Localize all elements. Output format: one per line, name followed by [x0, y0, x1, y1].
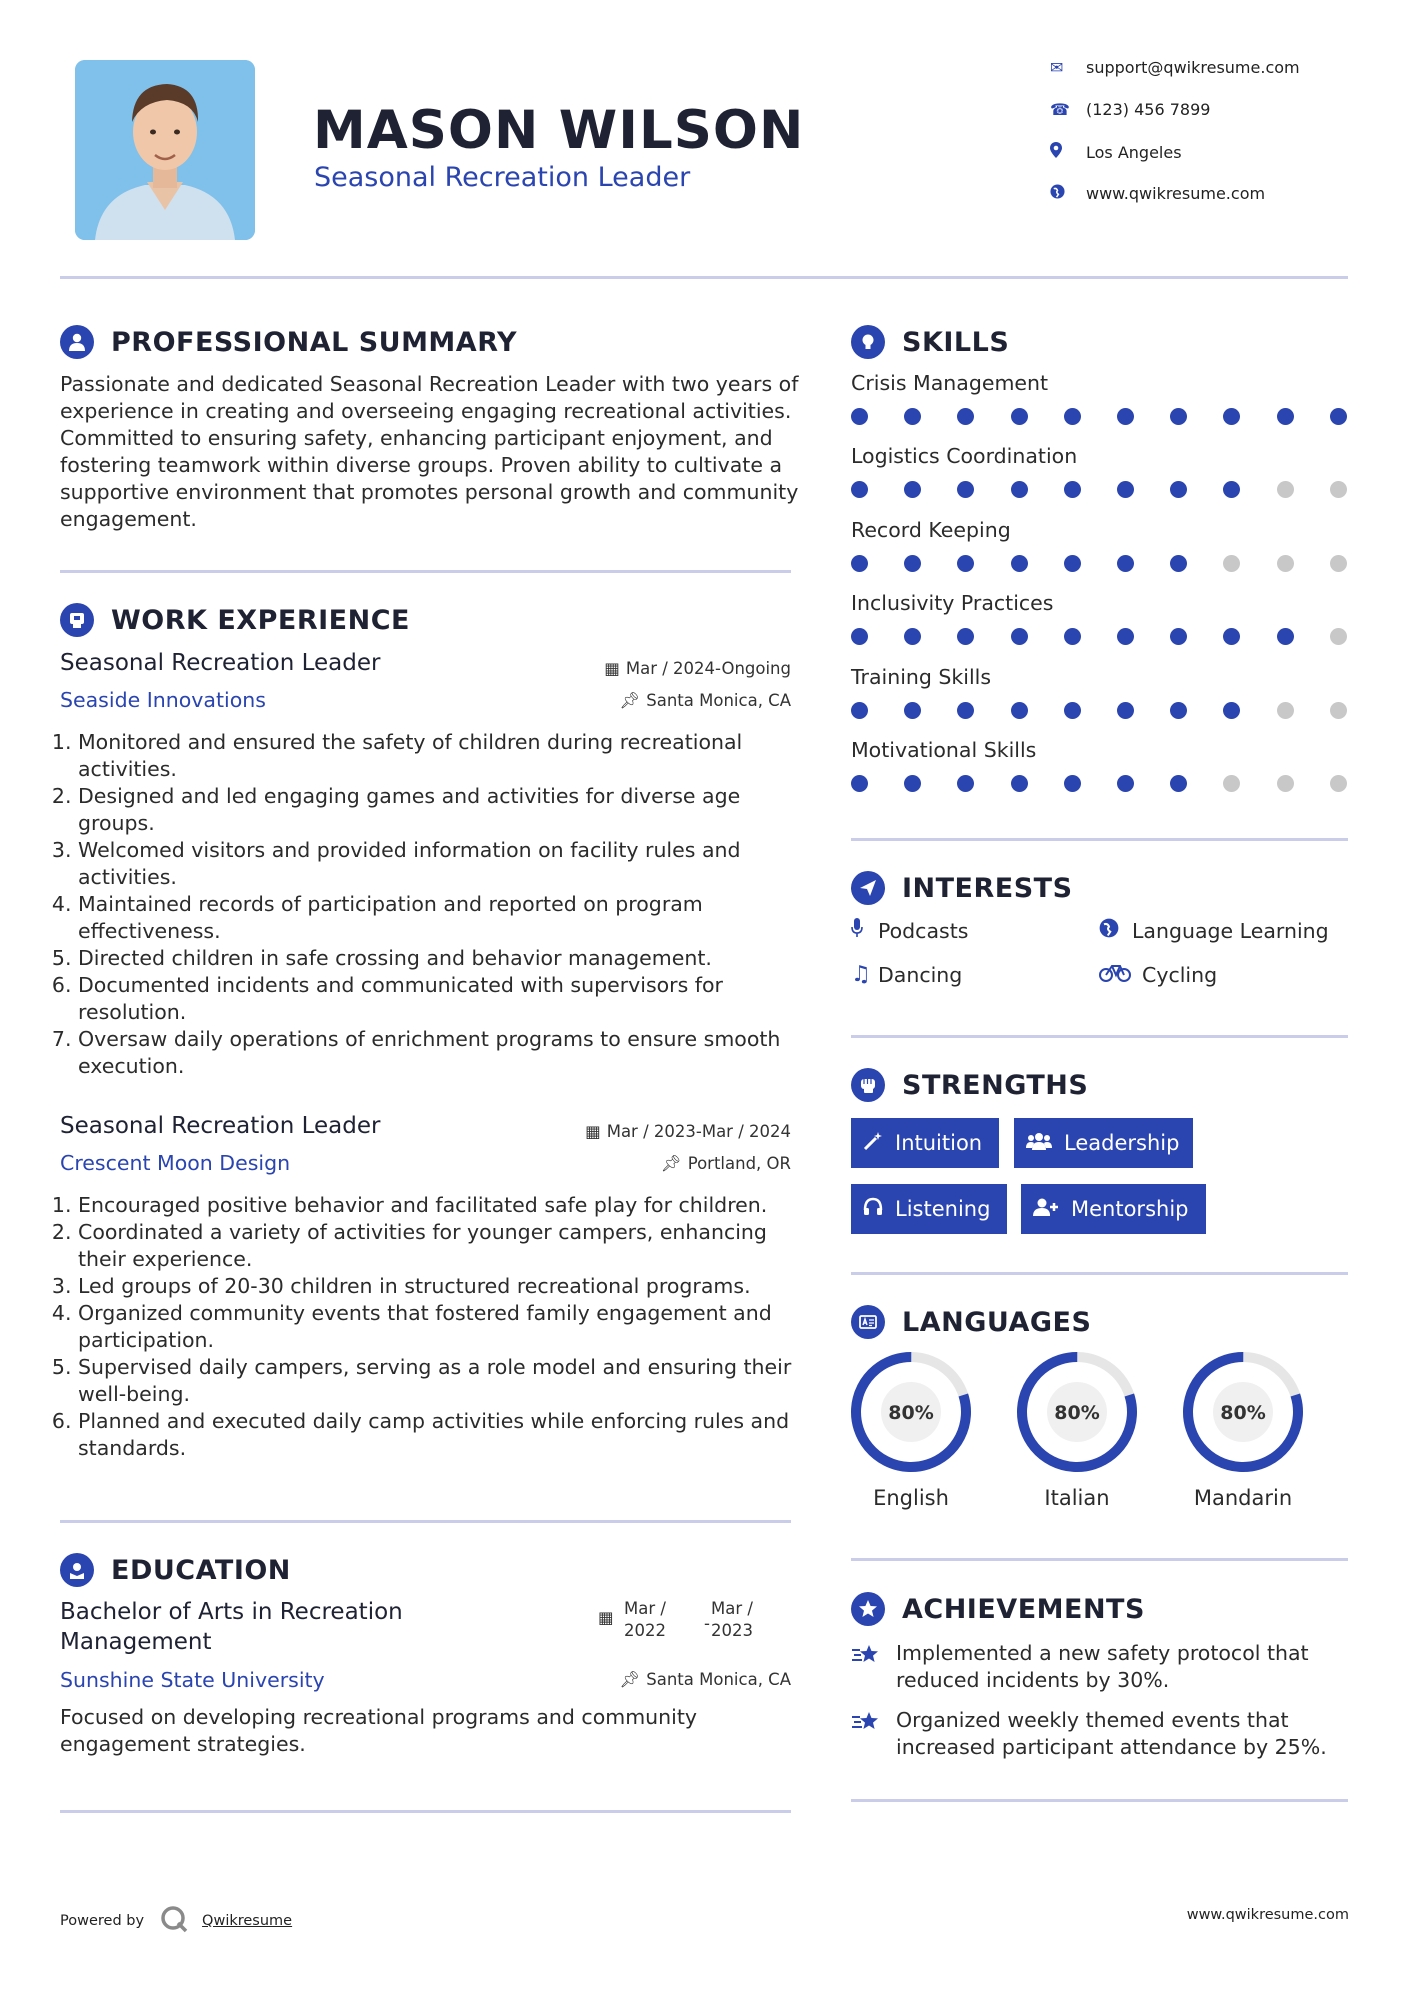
pushpin-icon: 📌︎: [660, 1154, 682, 1173]
skill-dot-filled: [851, 481, 868, 498]
achievements-divider: [851, 1799, 1348, 1802]
strength-leadership: [1014, 1118, 1193, 1168]
education-title: EDUCATION: [111, 1554, 291, 1586]
skill-name: Inclusivity Practices: [851, 591, 1054, 616]
fist-icon: [851, 1068, 885, 1102]
experience-heading: [60, 603, 410, 637]
shooting-star-icon: [851, 1642, 881, 1694]
contact-phone[interactable]: [1050, 100, 1210, 119]
skill-dot-empty: [1330, 775, 1347, 792]
envelope-icon: ✉: [1050, 58, 1064, 77]
education-school: Sunshine State University: [60, 1668, 325, 1692]
achievement-item-1: [851, 1640, 1341, 1694]
skill-name: Training Skills: [851, 664, 992, 689]
skill-dot-empty: [1223, 555, 1240, 572]
summary-text: Passionate and dedicated Seasonal Recreation Leader with two years of experience in creating and overseeing engaging recreational activities. Committed to ensuring safety, enhancing participant enjoyment, and fostering teamwork within diverse groups. Proven ability to cultivate a supportive environment that promotes personal growth and community engagement.: [60, 372, 799, 531]
language-icon: [851, 1305, 885, 1339]
skill-dot-filled: [1064, 775, 1081, 792]
skill-dot-filled: [1170, 408, 1187, 425]
language-item: [849, 1350, 973, 1478]
skill-dot-filled: [1117, 555, 1134, 572]
skill-dot-filled: [1117, 481, 1134, 498]
list-item: 5. Supervised daily campers, serving as a role model and ensuring their well-being.: [78, 1354, 818, 1408]
language-name: Mandarin: [1193, 1486, 1293, 1510]
experience-divider: [60, 1520, 791, 1523]
skill-dot-filled: [1011, 775, 1028, 792]
pushpin-icon: 📌︎: [619, 1670, 641, 1689]
skill-dot-empty: [1277, 775, 1294, 792]
skill-dot-filled: [1170, 628, 1187, 645]
interests-heading: [851, 871, 1073, 905]
user-icon: [60, 325, 94, 359]
contact-email[interactable]: [1050, 58, 1300, 77]
skill-dot-filled: [851, 702, 868, 719]
education-degree-line1: Bachelor of Arts in Recreation: [60, 1599, 403, 1625]
interest-cycling: [1099, 962, 1217, 987]
contact-email-text: support@qwikresume.com: [1086, 58, 1300, 77]
language-name: English: [873, 1486, 949, 1510]
contact-location-text: Los Angeles: [1086, 142, 1182, 162]
list-item: 4. Organized community events that fostered family engagement and participation.: [78, 1300, 818, 1354]
skill-dot-filled: [957, 702, 974, 719]
skill-dot-filled: [1064, 408, 1081, 425]
bicycle-icon: [1099, 962, 1142, 987]
language-percent-label: 80%: [888, 1402, 934, 1424]
skill-dot-empty: [1277, 702, 1294, 719]
language-item: [1181, 1350, 1305, 1478]
header-divider: [60, 276, 1348, 279]
contact-website[interactable]: [1050, 184, 1265, 203]
list-item: 1. Monitored and ensured the safety of children during recreational activities.: [78, 729, 818, 783]
phone-icon: ☎: [1050, 100, 1070, 119]
users-icon: [1026, 1131, 1052, 1156]
skill-dot-empty: [1330, 481, 1347, 498]
interest-dancing: [851, 962, 962, 987]
job-1-title: Seasonal Recreation Leader: [60, 650, 381, 676]
powered-by-text: Powered by: [60, 1913, 145, 1929]
experience-title: WORK EXPERIENCE: [111, 604, 410, 636]
candidate-title: Seasonal Recreation Leader: [314, 162, 691, 193]
skill-dot-filled: [1064, 702, 1081, 719]
language-donut: [849, 1350, 973, 1474]
job-1-date-text: Mar / 2024-Ongoing: [625, 659, 791, 678]
contact-location: [1050, 142, 1182, 162]
education-location-text: Santa Monica, CA: [646, 1670, 791, 1689]
skill-dot-filled: [1011, 481, 1028, 498]
skill-dot-filled: [851, 555, 868, 572]
skill-dot-filled: [957, 555, 974, 572]
languages-divider: [851, 1558, 1348, 1561]
skill-dot-empty: [1277, 555, 1294, 572]
strength-label: Intuition: [895, 1131, 983, 1155]
list-item: 6. Documented incidents and communicated with supervisors for resolution.: [78, 972, 818, 1026]
pushpin-icon: 📌︎: [619, 691, 641, 710]
interests-title: INTERESTS: [902, 872, 1073, 904]
skill-dot-filled: [1011, 408, 1028, 425]
skill-dot-empty: [1330, 628, 1347, 645]
language-percent-label: 80%: [1054, 1402, 1100, 1424]
job-1-location: [619, 691, 791, 711]
job-2-title: Seasonal Recreation Leader: [60, 1113, 381, 1139]
skill-dot-filled: [1170, 481, 1187, 498]
profile-photo: [75, 60, 255, 240]
calendar-icon: ▦: [585, 1122, 601, 1141]
strength-label: Leadership: [1064, 1131, 1180, 1155]
education-date-end-1: Mar /: [711, 1599, 753, 1618]
skill-dot-filled: [1170, 775, 1187, 792]
skill-dot-filled: [1170, 702, 1187, 719]
education-description: Focused on developing recreational programs and community engagement strategies.: [60, 1705, 698, 1756]
strength-label: Mentorship: [1071, 1197, 1189, 1221]
language-name: Italian: [1044, 1486, 1110, 1510]
skill-dot-filled: [904, 628, 921, 645]
job-1-location-text: Santa Monica, CA: [646, 691, 791, 710]
education-date-sep: -: [704, 1614, 710, 1633]
strength-mentorship: [1021, 1184, 1206, 1234]
magic-wand-icon: [863, 1131, 883, 1156]
graduate-icon: [60, 1553, 94, 1587]
skill-dot-filled: [1277, 628, 1294, 645]
star-badge-icon: [851, 1592, 885, 1626]
strength-listening: [851, 1184, 1007, 1234]
skill-dot-filled: [851, 628, 868, 645]
education-location: [619, 1670, 791, 1690]
footer-url[interactable]: www.qwikresume.com: [1186, 1907, 1349, 1923]
job-1-company: Seaside Innovations: [60, 688, 266, 712]
language-donut: [1181, 1350, 1305, 1474]
skill-dot-filled: [1064, 481, 1081, 498]
skill-dot-filled: [1011, 555, 1028, 572]
skill-dot-filled: [1223, 481, 1240, 498]
list-item: 2. Coordinated a variety of activities for younger campers, enhancing their experience.: [78, 1219, 818, 1273]
skill-dot-filled: [851, 775, 868, 792]
paper-plane-icon: [851, 871, 885, 905]
contact-phone-text: (123) 456 7899: [1086, 100, 1211, 119]
skill-dot-filled: [957, 775, 974, 792]
job-2-company: Crescent Moon Design: [60, 1151, 291, 1175]
brand-link[interactable]: Qwikresume: [202, 1913, 293, 1929]
interest-label: Dancing: [878, 962, 963, 987]
skill-dot-filled: [957, 481, 974, 498]
summary-heading: [60, 325, 517, 359]
list-item: 1. Encouraged positive behavior and facilitated safe play for children.: [78, 1192, 818, 1219]
skill-dot-filled: [957, 408, 974, 425]
achievement-item-2: [851, 1707, 1341, 1761]
languages-title: LANGUAGES: [902, 1306, 1092, 1338]
skill-dot-filled: [1223, 408, 1240, 425]
skills-title: SKILLS: [902, 326, 1010, 358]
contact-website-text: www.qwikresume.com: [1086, 184, 1266, 203]
lightbulb-icon: [851, 325, 885, 359]
skill-name: Motivational Skills: [851, 738, 1037, 762]
skill-dot-filled: [904, 481, 921, 498]
strength-label: Listening: [895, 1197, 991, 1221]
list-item: 3. Led groups of 20-30 children in structured recreational programs.: [78, 1273, 818, 1300]
list-item: 5. Directed children in safe crossing and behavior management.: [78, 945, 818, 972]
skill-dot-filled: [1117, 628, 1134, 645]
skill-dot-filled: [1117, 775, 1134, 792]
globe-icon: [1050, 184, 1086, 203]
briefcase-icon: [60, 603, 94, 637]
music-note-icon: ♫: [851, 962, 871, 987]
achievement-text: Organized weekly themed events that increased participant attendance by 25%.: [896, 1708, 1327, 1759]
language-item: [1015, 1350, 1139, 1478]
globe-icon: [1099, 918, 1132, 943]
interest-podcasts: [851, 918, 968, 943]
skill-dot-filled: [1064, 628, 1081, 645]
skill-dot-filled: [1064, 555, 1081, 572]
interest-label: Language Learning: [1132, 918, 1329, 943]
qwikresume-logo-icon: [159, 1904, 189, 1938]
skill-dot-filled: [957, 628, 974, 645]
skill-dot-filled: [904, 408, 921, 425]
skill-dot-filled: [1117, 408, 1134, 425]
education-heading: [60, 1553, 291, 1587]
interest-language-learning: [1099, 918, 1329, 943]
skill-dot-filled: [1011, 628, 1028, 645]
job-2-date-text: Mar / 2023-Mar / 2024: [606, 1122, 791, 1141]
shooting-star-icon: [851, 1709, 881, 1761]
skill-dot-filled: [904, 555, 921, 572]
skill-name: Record Keeping: [851, 517, 1011, 542]
skill-dot-filled: [1117, 702, 1134, 719]
skill-dot-filled: [1330, 408, 1347, 425]
user-plus-icon: [1033, 1197, 1059, 1222]
skill-dot-empty: [1223, 775, 1240, 792]
skill-dot-filled: [1011, 702, 1028, 719]
skill-dot-filled: [851, 408, 868, 425]
education-date-end-2: 2023: [711, 1621, 753, 1640]
skill-name: Logistics Coordination: [851, 444, 1078, 469]
summary-divider: [60, 570, 791, 573]
skill-dot-filled: [1223, 702, 1240, 719]
interests-divider: [851, 1035, 1348, 1038]
list-item: 6. Planned and executed daily camp activities while enforcing rules and standards.: [78, 1408, 818, 1462]
list-item: 2. Designed and led engaging games and activities for diverse age groups.: [78, 783, 818, 837]
job-1-bullets: [60, 729, 818, 1080]
job-2-location-text: Portland, OR: [687, 1154, 791, 1173]
map-pin-icon: [1050, 142, 1086, 162]
list-item: 4. Maintained records of participation and reported on program effectiveness.: [78, 891, 818, 945]
skill-dot-filled: [904, 702, 921, 719]
skill-dot-empty: [1277, 481, 1294, 498]
job-1-date: [604, 659, 791, 678]
skill-name: Crisis Management: [851, 371, 1049, 395]
interest-label: Podcasts: [878, 918, 969, 943]
interest-label: Cycling: [1142, 962, 1218, 987]
skill-dot-filled: [1223, 628, 1240, 645]
achievement-text: Implemented a new safety protocol that reduced incidents by 30%.: [896, 1641, 1309, 1692]
skill-dot-filled: [1277, 408, 1294, 425]
strengths-heading: [851, 1068, 1088, 1102]
list-item: 7. Oversaw daily operations of enrichment programs to ensure smooth execution.: [78, 1026, 818, 1080]
education-date-start-2: 2022: [624, 1621, 666, 1640]
skill-dot-empty: [1330, 555, 1347, 572]
candidate-name: MASON WILSON: [313, 100, 805, 161]
achievements-heading: [851, 1592, 1145, 1626]
skills-divider: [851, 838, 1348, 841]
strength-intuition: [851, 1118, 999, 1168]
education-degree-line2: Management: [60, 1629, 212, 1655]
microphone-icon: [851, 918, 878, 943]
summary-title: PROFESSIONAL SUMMARY: [111, 326, 518, 358]
achievements-title: ACHIEVEMENTS: [902, 1593, 1145, 1625]
job-2-bullets: [60, 1192, 818, 1462]
calendar-icon: ▦: [604, 659, 620, 678]
list-item: 3. Welcomed visitors and provided information on facility rules and activities.: [78, 837, 818, 891]
strengths-divider: [851, 1272, 1348, 1275]
job-2-date: [585, 1122, 791, 1141]
footer-powered: [60, 1904, 292, 1938]
skill-dot-empty: [1330, 702, 1347, 719]
skill-dot-filled: [904, 775, 921, 792]
skill-dot-filled: [1170, 555, 1187, 572]
education-divider: [60, 1810, 791, 1813]
languages-heading: [851, 1305, 1091, 1339]
calendar-icon: ▦: [598, 1608, 614, 1627]
language-donut: [1015, 1350, 1139, 1474]
language-percent-label: 80%: [1220, 1402, 1266, 1424]
skills-heading: [851, 325, 1009, 359]
headphones-icon: [863, 1197, 883, 1222]
strengths-title: STRENGTHS: [902, 1069, 1089, 1101]
education-date-start-1: Mar /: [624, 1599, 666, 1618]
job-2-location: [661, 1154, 791, 1174]
